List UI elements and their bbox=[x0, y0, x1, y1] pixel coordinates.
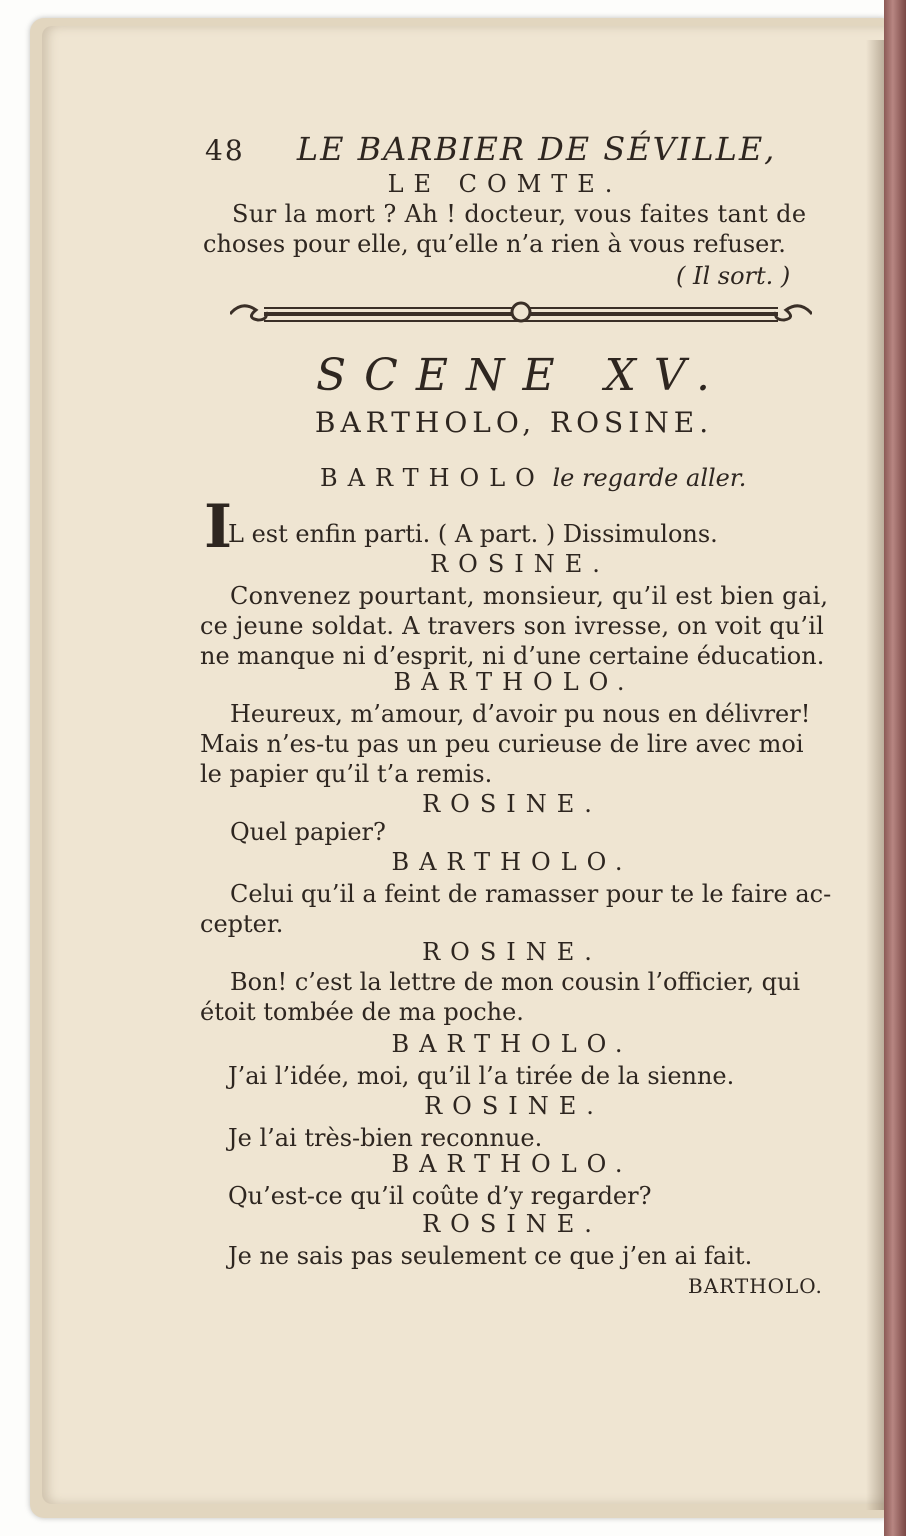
speaker-le-comte: LE COMTE. bbox=[387, 170, 623, 198]
text-line: Quel papier? bbox=[230, 818, 386, 846]
text-line: Sur la mort ? Ah ! docteur, vous faites tant de bbox=[232, 200, 807, 228]
text-line: J’ai l’idée, moi, qu’il l’a tirée de la sienne. bbox=[228, 1062, 735, 1090]
text-line: Qu’est-ce qu’il coûte d’y regarder? bbox=[228, 1182, 652, 1210]
speaker-bartholo: BARTHOLO. bbox=[391, 1150, 633, 1178]
text-line: Je ne sais pas seulement ce que j’en ai fait. bbox=[228, 1242, 753, 1270]
stage-direction-line bbox=[320, 464, 746, 492]
gutter-shadow bbox=[866, 40, 884, 1510]
text-line: ne manque ni d’esprit, ni d’une certaine éducation. bbox=[200, 642, 825, 670]
running-title: LE BARBIER DE SÉVILLE, bbox=[296, 130, 777, 168]
speaker-rosine: ROSINE. bbox=[424, 1092, 604, 1120]
text-line: Mais n’es-tu pas un peu curieuse de lire avec moi bbox=[200, 730, 804, 758]
text-line: Je l’ai très-bien reconnue. bbox=[228, 1124, 543, 1152]
stage-direction: le regarde aller. bbox=[552, 464, 747, 492]
scene-characters: BARTHOLO, ROSINE. bbox=[314, 406, 714, 439]
speaker-bartholo: BARTHOLO. bbox=[393, 668, 635, 696]
text-line: ce jeune soldat. A travers son ivresse, on voit qu’il bbox=[200, 612, 824, 640]
text-line: Heureux, m’amour, d’avoir pu nous en délivrer! bbox=[230, 700, 811, 728]
text-line: le papier qu’il t’a remis. bbox=[200, 760, 493, 788]
speaker-rosine: ROSINE. bbox=[430, 550, 610, 578]
speaker-rosine: ROSINE. bbox=[422, 938, 602, 966]
scene-title: SCENE XV. bbox=[316, 350, 728, 401]
speaker-bartholo: BARTHOLO. bbox=[391, 1030, 633, 1058]
stage-direction: ( Il sort. ) bbox=[676, 262, 791, 290]
speaker-bartholo: BARTHOLO bbox=[320, 464, 545, 492]
text-line: L est enfin parti. ( A part. ) Dissimulons. bbox=[228, 520, 718, 548]
ornamental-rule bbox=[230, 296, 812, 332]
speaker-rosine: ROSINE. bbox=[422, 1210, 602, 1238]
page-number: 48 bbox=[205, 134, 245, 167]
drop-cap: I bbox=[204, 492, 233, 562]
text-line: Convenez pourtant, monsieur, qu’il est bien gai, bbox=[230, 582, 829, 610]
text-line: cepter. bbox=[200, 910, 284, 938]
text-line: Celui qu’il a feint de ramasser pour te le faire ac- bbox=[230, 880, 832, 908]
running-header bbox=[205, 130, 777, 168]
text-line: étoit tombée de ma poche. bbox=[200, 998, 524, 1026]
catchword: BARTHOLO. bbox=[688, 1274, 823, 1298]
text-line: choses pour elle, qu’elle n’a rien à vous refuser. bbox=[203, 230, 786, 258]
speaker-bartholo: BARTHOLO. bbox=[391, 848, 633, 876]
text-line: Bon! c’est la lettre de mon cousin l’officier, qui bbox=[230, 968, 801, 996]
book-binding bbox=[884, 0, 906, 1536]
speaker-rosine: ROSINE. bbox=[422, 790, 602, 818]
